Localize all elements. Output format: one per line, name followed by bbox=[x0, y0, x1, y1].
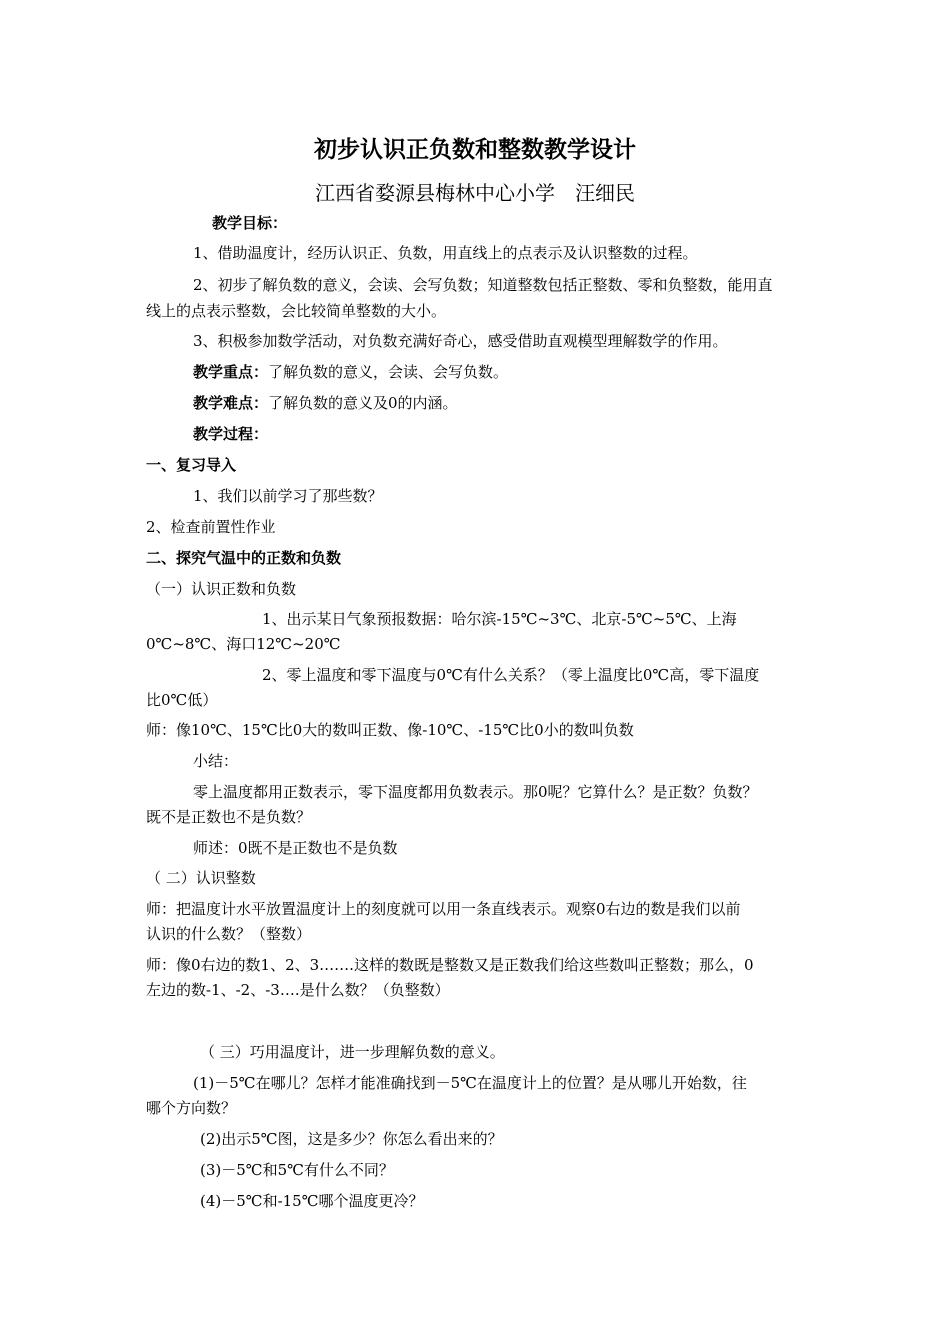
part1-line-9: 师述：0既不是正数也不是负数 bbox=[193, 839, 398, 857]
part2-line-3: 师：像0右边的数1、2、3…….这样的数既是整数又是正数我们给这些数叫正整数；那么，0 bbox=[146, 956, 754, 974]
difficulty-label: 教学难点： bbox=[193, 394, 269, 412]
key-point-text: 了解负数的意义，会读、会写负数。 bbox=[268, 363, 509, 381]
part2-line-2: 认识的什么数？（整数） bbox=[146, 925, 312, 943]
objective-2-cont: 线上的点表示整数，会比较简单整数的大小。 bbox=[146, 302, 447, 320]
part2-line-1: 师：把温度计水平放置温度计上的刻度就可以用一条直线表示。观察0右边的数是我们以前 bbox=[146, 900, 741, 918]
part3-line-2: 哪个方向数？ bbox=[146, 1099, 237, 1117]
objective-2: 2、初步了解负数的意义，会读、会写负数；知道整数包括正整数、零和负整数，能用直 bbox=[193, 276, 773, 294]
part1-summary-label: 小结： bbox=[193, 752, 239, 770]
part1-line-7: 零上温度都用正数表示，零下温度都用负数表示。那0呢？它算什么？是正数？负数？ bbox=[193, 783, 758, 801]
part3-line-3: (2)出示5℃图，这是多少？你怎么看出来的？ bbox=[200, 1130, 503, 1148]
part2-line-4: 左边的数-1、-2、-3….是什么数？（负整数） bbox=[146, 981, 450, 999]
part3-line-4: (3)－5℃和5℃有什么不同？ bbox=[200, 1161, 394, 1179]
difficulty bbox=[193, 393, 458, 413]
part3-line-1: (1)－5℃在哪儿？怎样才能准确找到－5℃在温度计上的位置？是从哪儿开始数，往 bbox=[193, 1074, 747, 1092]
part3-heading: （ 三）巧用温度计，进一步理解负数的意义。 bbox=[200, 1043, 505, 1061]
part1-line-5: 师：像10℃、15℃比0大的数叫正数、像-10℃、-15℃比0小的数叫负数 bbox=[146, 721, 634, 739]
part1-line-1: 1、出示某日气象预报数据：哈尔滨-15℃~3℃、北京-5℃~5℃、上海 bbox=[262, 610, 737, 628]
part1-line-2: 0℃~8℃、海口12℃~20℃ bbox=[146, 635, 341, 653]
part1-line-4: 比0℃低） bbox=[146, 691, 218, 709]
section1-line-2: 2、检查前置性作业 bbox=[146, 518, 276, 536]
author-line: 江西省婺源县梅林中心小学 汪细民 bbox=[315, 181, 635, 205]
section2-heading: 二、探究气温中的正数和负数 bbox=[146, 549, 342, 567]
objectives-heading: 教学目标： bbox=[212, 214, 288, 232]
part1-heading: （一）认识正数和负数 bbox=[146, 580, 297, 598]
section1-heading: 一、复习导入 bbox=[146, 456, 237, 474]
section1-line-1: 1、我们以前学习了那些数？ bbox=[193, 487, 383, 505]
key-point-label: 教学重点： bbox=[193, 363, 269, 381]
key-point bbox=[193, 362, 508, 382]
process-heading: 教学过程： bbox=[193, 425, 269, 443]
part1-line-3: 2、零上温度和零下温度与0℃有什么关系？（零上温度比0℃高，零下温度 bbox=[262, 666, 760, 684]
difficulty-text: 了解负数的意义及0的内涵。 bbox=[268, 394, 458, 412]
part2-heading: （ 二）认识整数 bbox=[146, 869, 256, 887]
document-title: 初步认识正负数和整数教学设计 bbox=[314, 136, 636, 163]
part3-line-5: (4)－5℃和-15℃哪个温度更冷？ bbox=[200, 1192, 424, 1210]
objective-3: 3、积极参加数学活动，对负数充满好奇心，感受借助直观模型理解数学的作用。 bbox=[193, 332, 728, 350]
objective-1: 1、借助温度计，经历认识正、负数，用直线上的点表示及认识整数的过程。 bbox=[193, 244, 698, 262]
part1-line-8: 既不是正数也不是负数？ bbox=[146, 808, 312, 826]
